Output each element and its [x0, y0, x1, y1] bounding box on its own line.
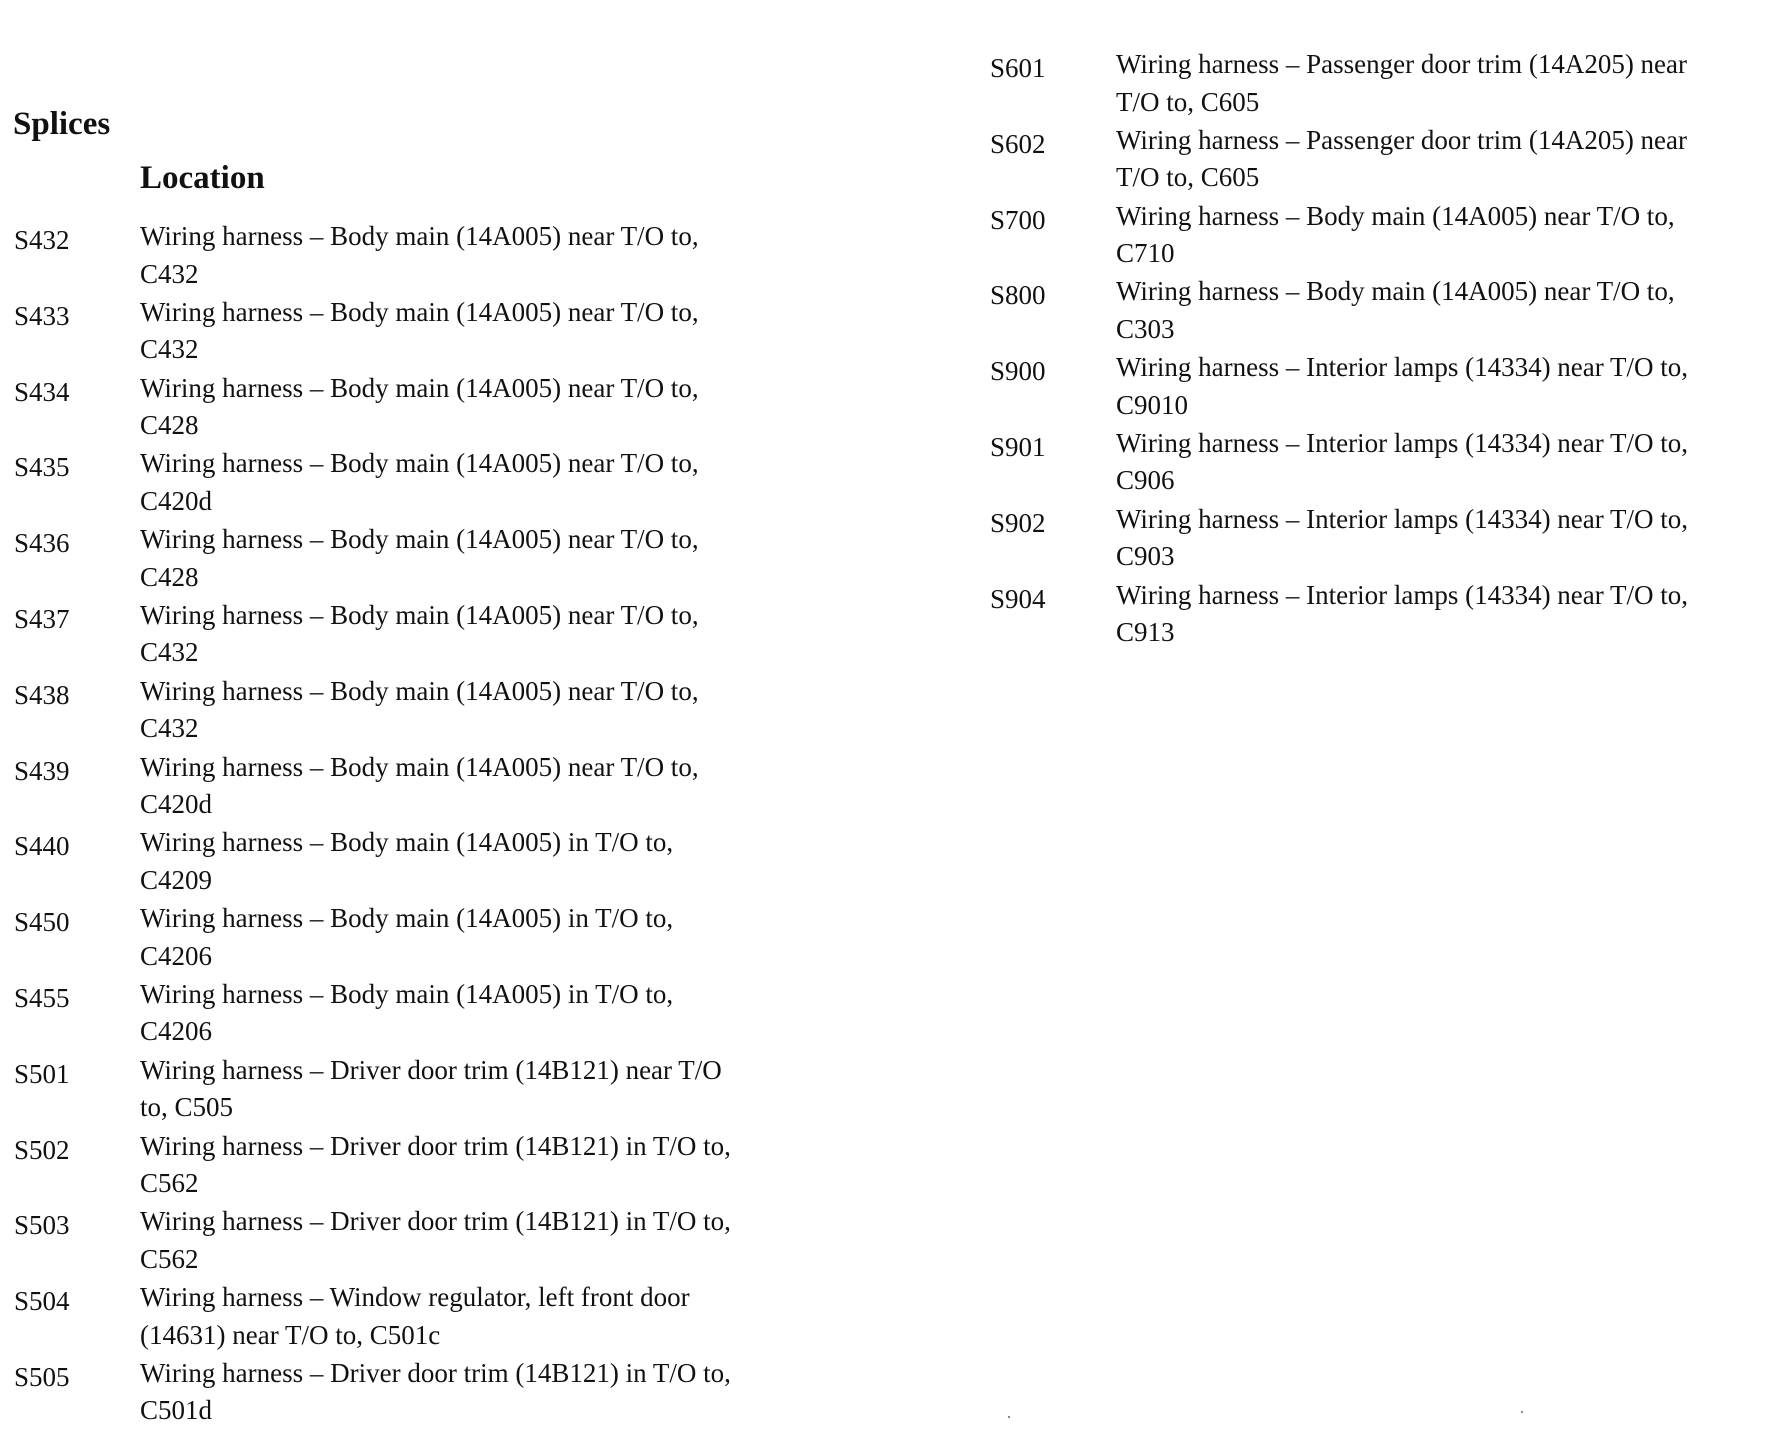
splice-entry — [990, 349, 1790, 425]
splice-code: S436 — [14, 528, 70, 559]
splice-location: Wiring harness – Body main (14A005) in T/O to, C4206 — [140, 978, 674, 1047]
splice-code: S505 — [14, 1361, 70, 1392]
splice-entry — [14, 1128, 814, 1204]
splice-location: Wiring harness – Driver door trim (14B121) near T/O to, C505 — [140, 1054, 722, 1123]
splice-entry — [14, 1052, 814, 1128]
splice-location: Wiring harness – Driver door trim (14B121) in T/O to, C562 — [140, 1130, 731, 1199]
splice-code: S800 — [990, 280, 1046, 311]
splice-code: S450 — [14, 907, 70, 938]
splice-entry — [990, 425, 1790, 501]
splice-location: Wiring harness – Body main (14A005) near T/O to, C710 — [1116, 200, 1675, 269]
splice-code: S901 — [990, 431, 1046, 462]
splice-location: Wiring harness – Passenger door trim (14A205) near T/O to, C605 — [1116, 49, 1688, 117]
section-heading: Splices — [13, 106, 111, 142]
scan-speck — [1008, 1416, 1010, 1418]
splice-location: Wiring harness – Interior lamps (14334) near T/O to, C906 — [1116, 427, 1689, 496]
splice-entry — [990, 577, 1790, 653]
splice-code: S432 — [14, 225, 70, 255]
splice-code: S438 — [14, 679, 70, 710]
splice-code: S439 — [14, 755, 70, 786]
splice-entry — [14, 218, 814, 294]
splice-code: S440 — [14, 831, 70, 862]
splice-code: S437 — [14, 603, 70, 634]
splice-code: S602 — [990, 128, 1046, 159]
splice-location: Wiring harness – Driver door trim (14B121) in T/O to, C562 — [140, 1206, 731, 1274]
splice-entry — [14, 900, 814, 976]
splice-location: Wiring harness – Interior lamps (14334) near T/O to, C9010 — [1116, 352, 1689, 420]
splice-code: S501 — [14, 1058, 70, 1089]
splice-location: Wiring harness – Body main (14A005) near T/O to, C428 — [140, 372, 699, 441]
splice-entry — [14, 824, 814, 900]
splice-code: S434 — [14, 376, 70, 407]
splice-location: Wiring harness – Body main (14A005) near T/O to, C432 — [140, 675, 699, 744]
splice-location: Wiring harness – Driver door trim (14B121) in T/O to, C501d — [140, 1357, 731, 1426]
splice-entry — [14, 370, 814, 446]
splice-entry — [14, 445, 814, 521]
splice-location: Wiring harness – Body main (14A005) in T/O to, C4206 — [140, 903, 674, 971]
splice-code: S504 — [14, 1286, 70, 1317]
splice-entry — [14, 1203, 814, 1279]
splice-entry — [14, 1355, 814, 1431]
splice-entry — [14, 749, 814, 825]
splice-entry — [14, 673, 814, 749]
splice-location: Wiring harness – Body main (14A005) near T/O to, C420d — [140, 448, 699, 516]
splice-code: S904 — [990, 583, 1046, 614]
splice-location: Wiring harness – Body main (14A005) in T/O to, C4209 — [140, 827, 674, 895]
splice-entry — [14, 976, 814, 1052]
splice-entry — [990, 501, 1790, 577]
splice-entry — [14, 521, 814, 597]
splice-entry — [990, 198, 1790, 274]
splice-list-right — [990, 46, 1790, 652]
splice-entry — [990, 122, 1790, 198]
splice-code: S902 — [990, 507, 1046, 538]
location-column-heading: Location — [140, 160, 265, 196]
splice-code: S502 — [14, 1134, 70, 1165]
scan-speck — [1521, 1411, 1523, 1413]
splice-code: S455 — [14, 982, 70, 1013]
splice-entry — [990, 46, 1790, 122]
splice-location: Wiring harness – Body main (14A005) near T/O to, C420d — [140, 751, 699, 820]
splice-code: S435 — [14, 452, 70, 483]
splice-entry — [14, 1279, 814, 1355]
splice-code: S700 — [990, 204, 1046, 235]
splice-code: S601 — [990, 53, 1046, 83]
splice-location: Wiring harness – Body main (14A005) near T/O to, C428 — [140, 524, 699, 592]
splice-code: S433 — [14, 300, 70, 331]
splice-location: Wiring harness – Interior lamps (14334) near T/O to, C913 — [1116, 579, 1689, 648]
splice-location: Wiring harness – Body main (14A005) near T/O to, C432 — [140, 599, 699, 668]
splice-location: Wiring harness – Passenger door trim (14A205) near T/O to, C605 — [1116, 124, 1688, 193]
splice-entry — [14, 294, 814, 370]
splice-location: Wiring harness – Body main (14A005) near T/O to, C432 — [140, 296, 699, 365]
splice-list-left — [14, 218, 814, 1431]
splice-code: S900 — [990, 356, 1046, 387]
splice-location: Wiring harness – Window regulator, left front door (14631) near T/O to, C501c — [140, 1282, 690, 1350]
splice-location: Wiring harness – Body main (14A005) near T/O to, C303 — [1116, 276, 1675, 344]
splice-code: S503 — [14, 1210, 70, 1241]
splice-location: Wiring harness – Interior lamps (14334) near T/O to, C903 — [1116, 503, 1689, 572]
splice-entry — [14, 597, 814, 673]
splice-location: Wiring harness – Body main (14A005) near T/O to, C432 — [140, 221, 699, 289]
splice-entry — [990, 273, 1790, 349]
